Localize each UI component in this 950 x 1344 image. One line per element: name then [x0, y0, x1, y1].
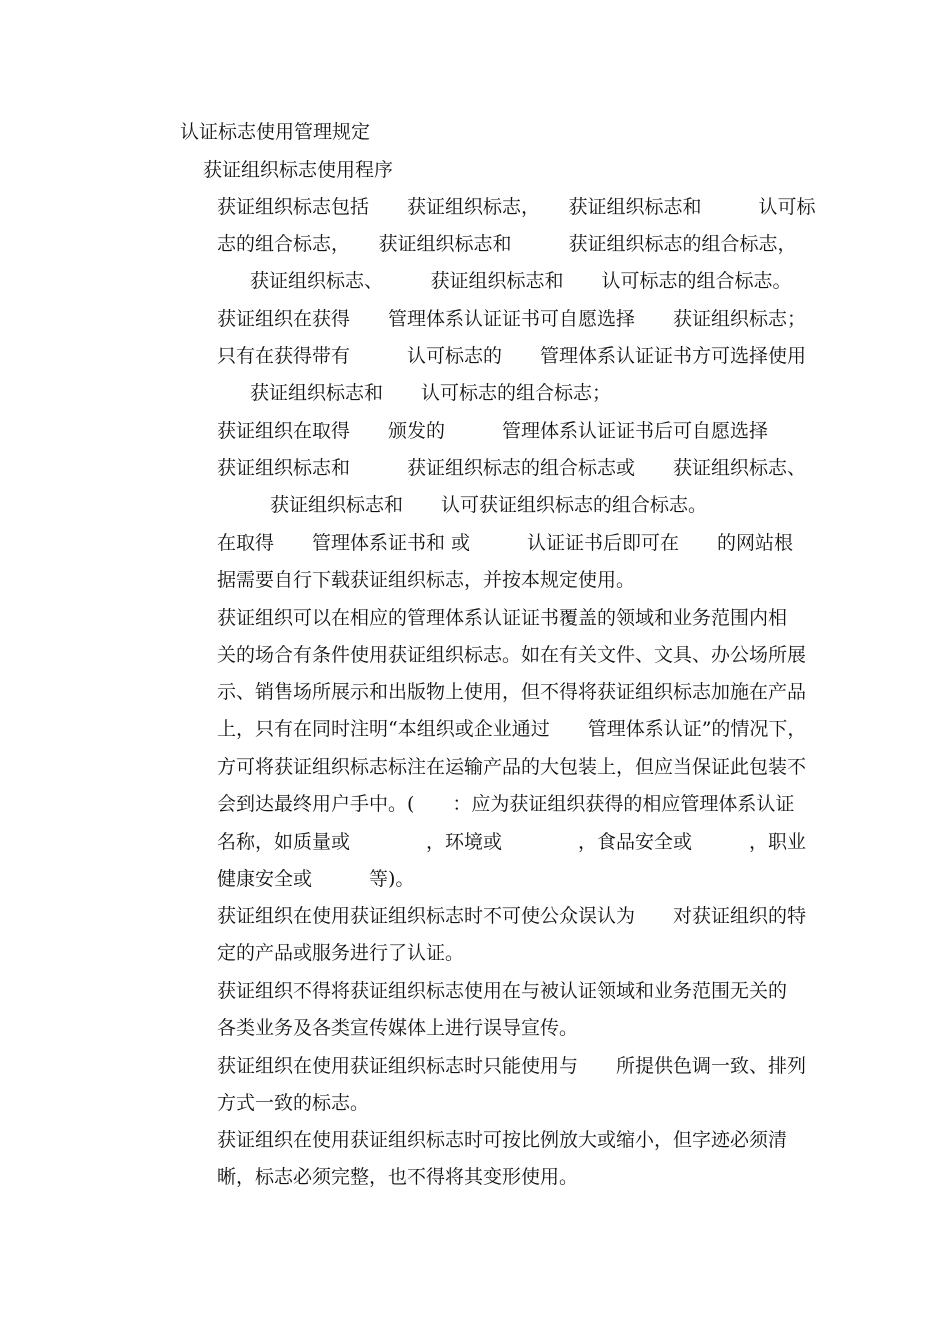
body-line: 上，只有在同时注明“本组织或企业通过 管理体系认证”的情况下， [217, 718, 807, 740]
body-line: 各类业务及各类宣传媒体上进行误导宣传。 [217, 1017, 579, 1039]
body-line: 获证组织标志和 获证组织标志的组合标志或 获证组织标志、 [217, 457, 807, 479]
document-title: 认证标志使用管理规定 [180, 121, 371, 143]
body-line: 在取得 管理体系证书和 或 认证证书后即可在 的网站根 [217, 532, 794, 554]
body-line: 方可将获证组织标志标注在运输产品的大包装上，但应当保证此包装不 [217, 756, 807, 778]
body-line: 获证组织不得将获证组织标志使用在与被认证领域和业务范围无关的 [217, 980, 788, 1002]
body-line: 获证组织可以在相应的管理体系认证证书覆盖的领域和业务范围内相 [217, 607, 788, 629]
body-line: 获证组织标志和 认可获证组织标志的组合标志。 [270, 494, 708, 516]
body-line: 只有在获得带有 认可标志的 管理体系认证证书方可选择使用 [217, 345, 807, 367]
body-line: 志的组合标志， 获证组织标志和 获证组织标志的组合标志， [217, 233, 797, 255]
body-line: 示、销售场所展示和出版物上使用，但不得将获证组织标志加施在产品 [217, 681, 807, 703]
body-line: 获证组织在取得 颁发的 管理体系认证证书后可自愿选择 [217, 420, 769, 442]
body-line: 晰，标志必须完整，也不得将其变形使用。 [217, 1166, 579, 1188]
body-line: 获证组织标志、 获证组织标志和 认可标志的组合标志。 [250, 270, 792, 292]
body-line: 获证组织标志包括 获证组织标志， 获证组织标志和 认可标 [217, 196, 816, 218]
body-line: 获证组织在使用获证组织标志时不可使公众误认为 对获证组织的特 [217, 905, 807, 927]
body-line: 据需要自行下载获证组织标志，并按本规定使用。 [217, 569, 636, 591]
body-line: 定的产品或服务进行了认证。 [217, 942, 465, 964]
body-line: 获证组织在使用获证组织标志时可按比例放大或缩小，但字迹必须清 [217, 1129, 788, 1151]
body-line: 健康安全或 等)。 [217, 868, 415, 890]
body-line: 关的场合有条件使用获证组织标志。如在有关文件、文具、办公场所展 [217, 644, 807, 666]
body-line: 获证组织在获得 管理体系认证证书可自愿选择 获证组织标志； [217, 308, 807, 330]
body-line: 方式一致的标志。 [217, 1092, 370, 1114]
body-line: 名称，如质量或 ，环境或 ，食品安全或 ，职业 [217, 831, 807, 853]
body-line: 会到达最终用户手中。( ：应为获证组织获得的相应管理体系认证 [217, 793, 795, 815]
body-line: 获证组织标志和 认可标志的组合标志； [250, 382, 612, 404]
section-heading: 获证组织标志使用程序 [203, 159, 394, 181]
body-line: 获证组织在使用获证组织标志时只能使用与 所提供色调一致、排列 [217, 1055, 807, 1077]
